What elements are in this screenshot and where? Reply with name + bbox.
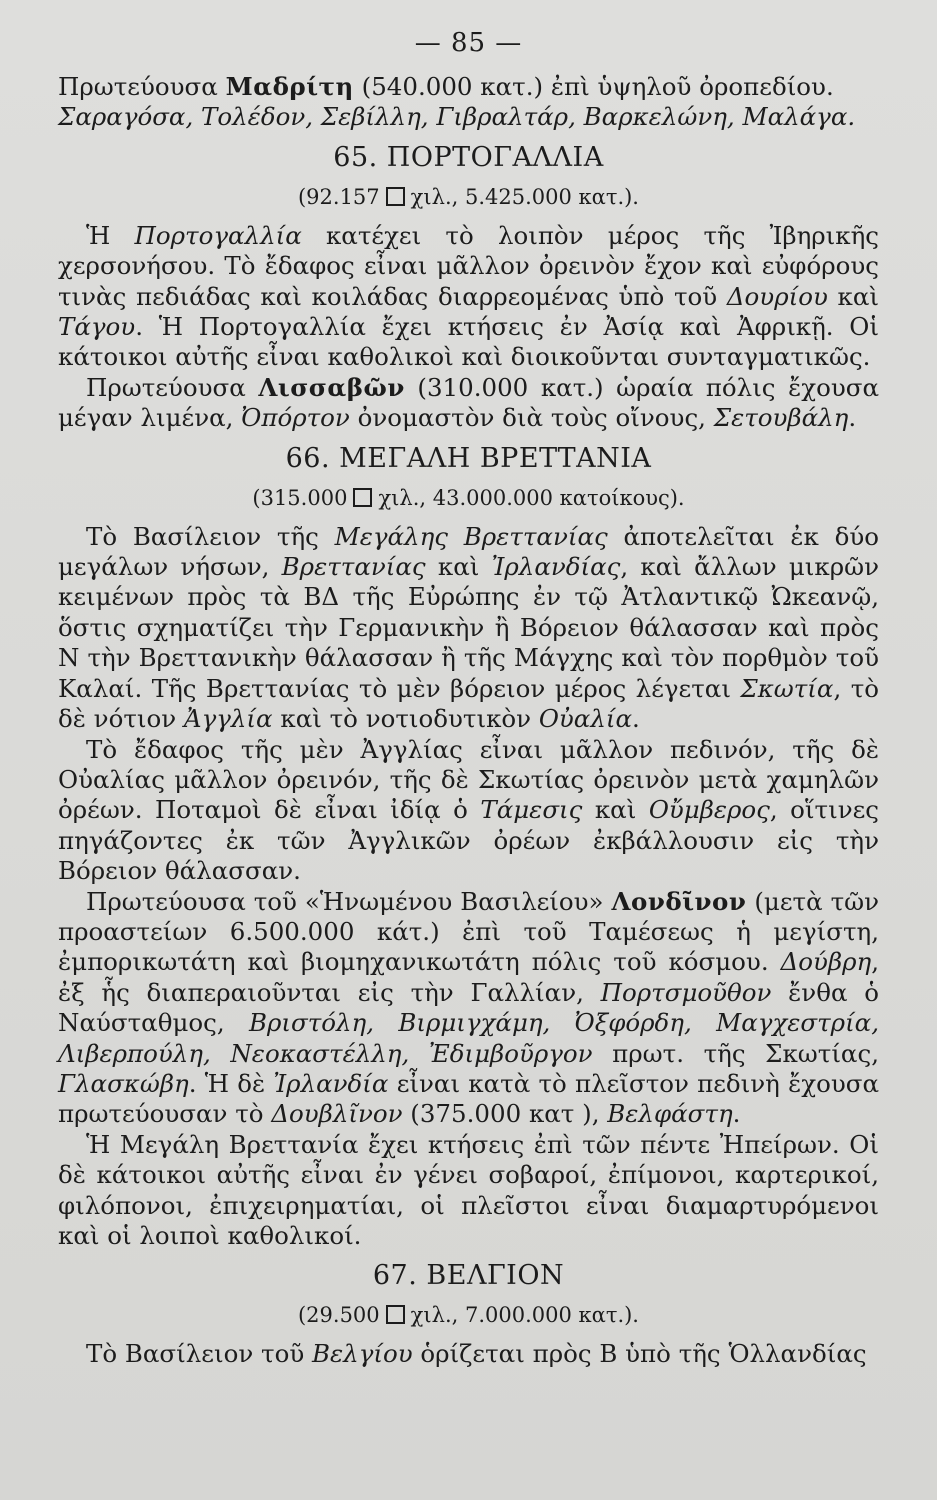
- text: .: [632, 704, 640, 734]
- term: Ἀγγλία: [183, 704, 273, 734]
- capital-london: Λονδῖνον: [611, 886, 747, 916]
- term: Βρεττανίας: [281, 552, 426, 582]
- text: , καὶ ἄλλων μικρῶν κειμένων πρὸς τὰ ΒΔ τῆς Εὐρώπης ἐν τῷ Ἀτλαντικῷ Ὠκεανῷ, ὅστις σχηματίζει τὴν Γερμανικὴν ἢ Βόρειον θάλασσαν καὶ πρὸς Ν τὴν Βρεττανικὴν θάλασσαν ἢ τῆς Μάγχης καὶ τὸν πορθμὸν τοῦ Καλαί. Τῆς Βρεττανίας τὸ μὲν βόρειον μέρος λέγεται: [58, 552, 879, 703]
- area-value: (29.500: [297, 1303, 380, 1328]
- britain-paragraph-4: Ἡ Μεγάλη Βρεττανία ἔχει κτήσεις ἐπὶ τῶν πέντε Ἠπείρων. Οἱ δὲ κάτοικοι αὐτῆς εἶναι ἐν γένει σοβαροί, ἐπίμονοι, καρτερικοί, φιλόπονοι, ἐπιχειρηματίαι, οἱ πλεῖστοι εἶναι διαμαρτυρόμενοι καὶ οἱ λοιποὶ καθολικοί.: [58, 1129, 879, 1250]
- text: ὀνομαστὸν διὰ τοὺς οἴνους,: [349, 403, 714, 433]
- spain-capital-paragraph: [58, 72, 879, 102]
- term: Βελφάστη: [607, 1099, 733, 1129]
- belgium-stats: [58, 1301, 879, 1329]
- text: Τὸ Βασίλειον τοῦ: [86, 1339, 313, 1369]
- term: Τάμεσις: [480, 795, 583, 825]
- term: Ἰρλανδία: [273, 1068, 389, 1098]
- page-number: — 85 —: [414, 28, 523, 58]
- text: Πρωτεύουσα: [86, 372, 259, 402]
- text: Πρωτεύουσα τοῦ «Ἡνωμένου Βασιλείου»: [86, 886, 612, 916]
- text: καὶ: [425, 552, 492, 582]
- text: (540.000 κατ.) ἐπὶ ὑψηλοῦ ὀροπεδίου.: [353, 72, 834, 101]
- text: κατέχει τὸ λοιπὸν μέρος τῆς Ἰβηρικῆς χερσονήσου. Τὸ ἔδαφος εἶναι μᾶλλον ὀρεινὸν ἔχον καὶ εὐφόρους τινὰς πεδιάδας καὶ κοιλάδας διαρρεομένας ὑπὸ τοῦ: [58, 220, 879, 311]
- text: . Ἡ δὲ: [188, 1068, 274, 1098]
- area-value: (315.000: [252, 485, 348, 510]
- population-value: χιλ., 43.000.000 κατοίκους).: [378, 485, 685, 510]
- population-value: χιλ., 5.425.000 κατ.).: [410, 184, 639, 209]
- text: (375.000 κατ ),: [402, 1099, 608, 1129]
- term: Μεγάλης Βρεττανίας: [334, 521, 608, 551]
- britain-paragraph-2: [58, 735, 879, 887]
- square-symbol-icon: [386, 187, 405, 206]
- text: , οἵτινες πηγάζοντες ἐκ τῶν Ἀγγλικῶν ὀρέων ἐκβάλλουσιν εἰς τὴν Βόρειον θάλασσαν.: [58, 795, 879, 886]
- text: Τὸ Βασίλειον τῆς: [86, 521, 335, 551]
- text: ἀποτελεῖται ἐκ δύο μεγάλων νήσων,: [58, 521, 879, 582]
- portugal-paragraph-1: [58, 221, 879, 373]
- city-list: Σαραγόσα, Τολέδον, Σεβίλλη, Γιβραλτάρ, Βαρκελώνη, Μαλάγα.: [58, 102, 856, 132]
- spain-cities: [58, 102, 879, 132]
- text: Τὸ ἔδαφος τῆς μὲν Ἀγγλίας εἶναι μᾶλλον πεδινόν, τῆς δὲ Οὐαλίας μᾶλλον ὀρεινόν, τῆς δὲ Σκωτίας ὀρεινὸν μετὰ χαμηλῶν ὀρέων. Ποταμοὶ δὲ εἶναι ἰδίᾳ ὁ: [58, 734, 879, 825]
- term: Τάγου: [58, 312, 136, 342]
- text: .: [732, 1099, 741, 1129]
- belgium-paragraph-1: [58, 1339, 879, 1369]
- text: (μετὰ τῶν προαστείων 6.500.000 κάτ.) ἐπὶ τοῦ Ταμέσεως ἡ μεγίστη, ἐμπορικωτάτη καὶ βιομηχανικωτάτη πόλις τοῦ κόσμου.: [58, 886, 880, 977]
- square-symbol-icon: [353, 488, 372, 507]
- term: Δούβρη: [780, 947, 872, 977]
- text: , τὸ δὲ νότιον: [58, 673, 880, 734]
- capital-lisbon: Λισσαβῶν: [258, 372, 405, 402]
- term: Ἰρλανδίας: [491, 552, 621, 582]
- term: Βριστόλη, Βιρμιγχάμη, Ὀξφόρδη, Μαγχεστρία, Λιβερπούλη, Νεοκαστέλλη, Ἐδιμβοῦργον: [58, 1008, 880, 1068]
- term: Σετουβάλη: [713, 403, 849, 433]
- text: ὁρίζεται πρὸς Β ὑπὸ τῆς Ὁλλανδίας: [412, 1339, 867, 1369]
- portugal-paragraph-2: [58, 373, 879, 434]
- section-heading-belgium: 67. ΒΕΛΓΙΟΝ: [372, 1260, 565, 1292]
- term: Δουβλῖνον: [271, 1099, 403, 1129]
- capital-madrid: Μαδρίτη: [225, 72, 354, 101]
- text: εἶναι κατὰ τὸ πλεῖστον πεδινὴ ἔχουσα πρωτεύουσαν τὸ: [58, 1068, 880, 1129]
- text: Πρωτεύουσα: [58, 72, 226, 101]
- term: Πορτσμοῦθον: [600, 977, 772, 1007]
- term: Ὀπόρτον: [241, 403, 350, 433]
- section-heading-portugal: 65. ΠΟΡΤΟΓΑΛΛΙΑ: [333, 141, 604, 173]
- term: Γλασκώβη: [58, 1068, 189, 1098]
- square-symbol-icon: [386, 1305, 405, 1324]
- text: ἔνθα ὁ Ναύσταθμος,: [58, 977, 879, 1038]
- term: Δουρίου: [726, 281, 828, 311]
- section-heading-britain: 66. ΜΕΓΑΛΗ ΒΡΕΤΤΑΝΙΑ: [285, 442, 652, 474]
- text: καὶ τὸ νοτιοδυτικὸν: [272, 704, 539, 734]
- term: Πορτογαλλία: [134, 220, 302, 250]
- area-value: (92.157: [297, 184, 380, 209]
- britain-stats: [58, 484, 879, 512]
- text: , ἐξ ἧς διαπεραιοῦνται εἰς τὴν Γαλλίαν,: [58, 947, 879, 1007]
- britain-paragraph-1: [58, 522, 879, 735]
- term: Οὔμβερος: [648, 795, 770, 825]
- text: καὶ: [827, 281, 879, 311]
- britain-paragraph-3: [58, 887, 879, 1130]
- term: Οὐαλία: [538, 704, 633, 734]
- text: .: [848, 403, 857, 433]
- text: καὶ: [582, 795, 649, 825]
- population-value: χιλ., 7.000.000 κατ.).: [410, 1303, 639, 1328]
- portugal-stats: [58, 183, 879, 211]
- text: πρωτ. τῆς Σκωτίας,: [592, 1038, 879, 1068]
- text: (310.000 κατ.) ὡραία πόλις ἔχουσα μέγαν λιμένα,: [58, 372, 879, 433]
- text: . Ἡ Πορτογαλλία ἔχει κτήσεις ἐν Ἀσίᾳ καὶ Ἀφρικῇ. Οἱ κάτοικοι αὐτῆς εἶναι καθολικοὶ καὶ διοικοῦνται συνταγματικῶς.: [58, 312, 879, 372]
- term: Βελγίου: [312, 1339, 413, 1369]
- text: Ἡ: [86, 220, 135, 250]
- term: Σκωτία: [740, 673, 834, 703]
